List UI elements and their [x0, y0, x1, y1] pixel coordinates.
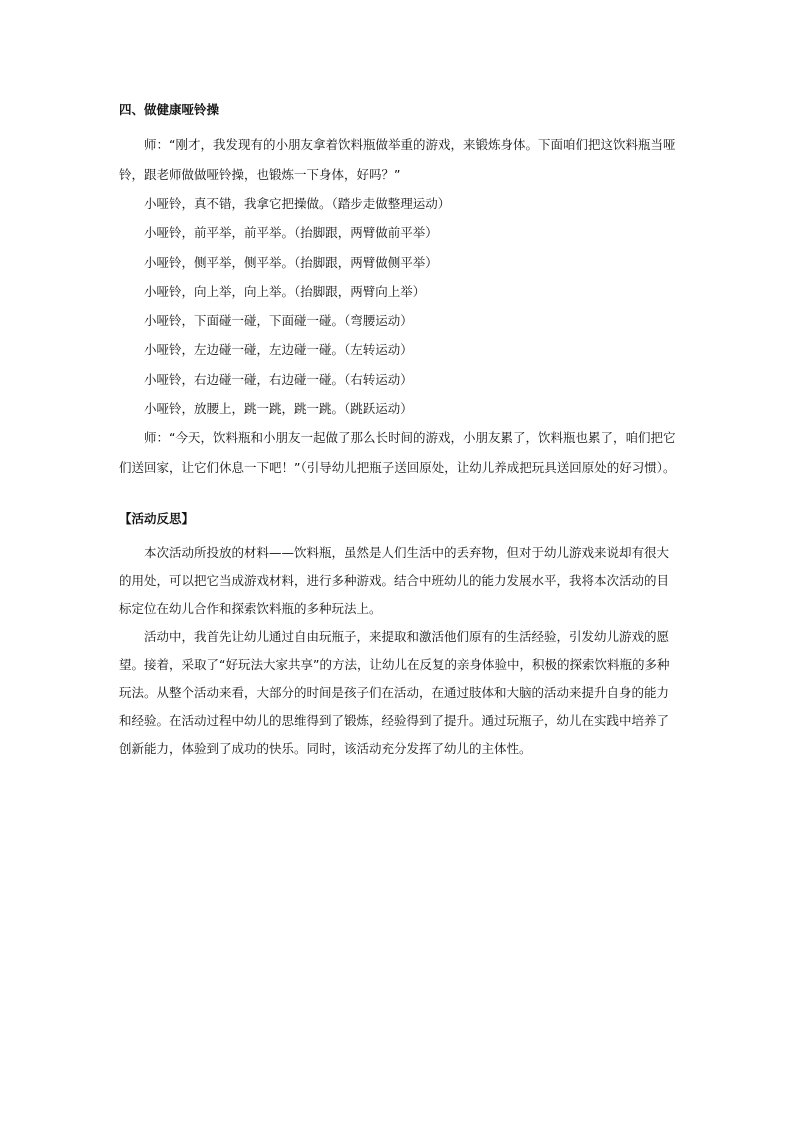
teacher-closing-paragraph: 师：“今天，饮料瓶和小朋友一起做了那么长时间的游戏，小朋友累了，饮料瓶也累了，咱们把它们送回家，让它们休息一下吧！”（引导幼儿把瓶子送回原处，让幼儿养成把玩具送回原处的好习惯）。	[119, 430, 676, 475]
document-body	[119, 100, 679, 763]
teacher-intro-paragraph: 师：“刚才，我发现有的小朋友拿着饮料瓶做举重的游戏，来锻炼身体。下面咱们把这饮料瓶当哑铃，跟老师做做哑铃操，也锻炼一下身体，好吗？”	[119, 137, 676, 182]
reflection-paragraph: 活动中，我首先让幼儿通过自由玩瓶子，来提取和激活他们原有的生活经验，引发幼儿游戏的愿望。接着，采取了“好玩法大家共享”的方法，让幼儿在反复的亲身体验中，积极的探索饮料瓶的多种玩法。从整个活动来看，大部分的时间是孩子们在活动，在通过肢体和大脑的活动来提升自身的能力和经验。在活动过程中幼儿的思维得到了锻炼，经验得到了提升。通过玩瓶子，幼儿在实践中培养了创新能力，体验到了成功的快乐。同时，该活动充分发挥了幼儿的主体性。	[119, 629, 670, 757]
reflection-heading: 【活动反思】	[119, 511, 195, 527]
exercise-line: 小哑铃，前平举，前平举。（抬脚跟，两臂做前平举）	[144, 225, 438, 241]
reflection-paragraph: 本次活动所投放的材料——饮料瓶，虽然是人们生活中的丢弃物，但对于幼儿游戏来说却有很大的用处，可以把它当成游戏材料，进行多种游戏。结合中班幼儿的能力发展水平，我将本次活动的目标定位在幼儿合作和探索饮料瓶的多种玩法上。	[119, 545, 670, 617]
exercise-line: 小哑铃，下面碰一碰，下面碰一碰。（弯腰运动）	[144, 313, 413, 329]
exercise-line: 小哑铃，真不错，我拿它把操做。（踏步走做整理运动）	[144, 196, 451, 211]
exercise-line: 小哑铃，左边碰一碰，左边碰一碰。（左转运动）	[144, 342, 413, 358]
exercise-line: 小哑铃，向上举，向上举。（抬脚跟，两臂向上举）	[144, 283, 426, 299]
exercise-line: 小哑铃，侧平举，侧平举。（抬脚跟，两臂做侧平举）	[144, 254, 438, 270]
exercise-line: 小哑铃，放腰上，跳一跳，跳一跳。（跳跃运动）	[144, 401, 413, 417]
section-heading: 四、做健康哑铃操	[119, 102, 220, 117]
exercise-line: 小哑铃，右边碰一碰，右边碰一碰。（右转运动）	[144, 371, 413, 387]
